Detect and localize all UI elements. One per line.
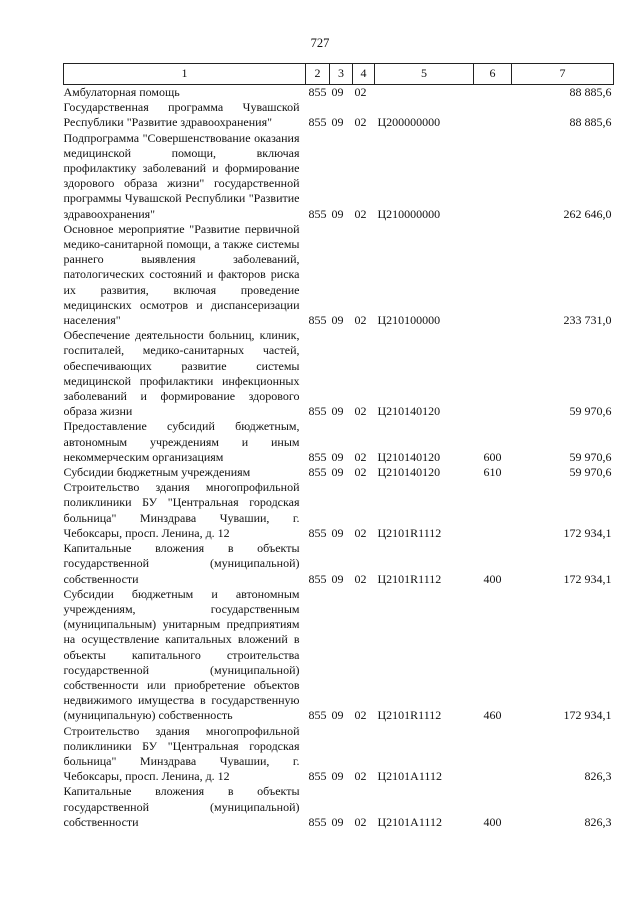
row-subsection-code: 02 <box>354 404 367 419</box>
row-expense-type-code <box>474 85 512 101</box>
row-gr-code: 855 <box>308 115 327 130</box>
budget-table <box>63 63 614 830</box>
row-expense-type-code <box>474 724 512 785</box>
row-target-article-code: Ц210140120 <box>377 404 441 419</box>
row-name-text: Капитальные вложения в объекты государственной (муниципальной) собственности <box>63 784 300 829</box>
row-section-code: 09 <box>331 769 344 784</box>
row-name <box>64 480 306 541</box>
row-subsection-code: 02 <box>354 769 367 784</box>
row-amount: 59 970,6 <box>569 465 612 480</box>
row-amount: 59 970,6 <box>569 449 612 464</box>
column-header: 7 <box>512 64 614 85</box>
table-row <box>64 222 614 328</box>
column-header: 4 <box>353 64 375 85</box>
row-name <box>64 784 306 830</box>
row-gr-code: 855 <box>308 449 327 464</box>
row-gr-code: 855 <box>308 571 327 586</box>
row-name-text: Предоставление субсидий бюджетным, автономным учреждениям и иным некоммерческим организациям <box>63 419 300 464</box>
row-amount: 88 885,6 <box>569 115 612 130</box>
row-amount: 826,3 <box>584 814 612 829</box>
column-header: 5 <box>375 64 474 85</box>
row-name <box>64 100 306 130</box>
row-name-text: Строительство здания многопрофильной поликлиники БУ "Центральная городская больница" Минздрава Чувашии, г. Чебоксары, просп. Ленина, д. 12 <box>63 480 300 540</box>
table-row <box>64 480 614 541</box>
row-gr-code: 855 <box>308 814 327 829</box>
row-amount: 262 646,0 <box>563 206 612 221</box>
row-name-text: Капитальные вложения в объекты государственной (муниципальной) собственности <box>63 541 300 586</box>
row-subsection-code: 02 <box>354 115 367 130</box>
row-target-article-code <box>375 85 474 101</box>
row-expense-type-code <box>474 328 512 419</box>
column-header: 6 <box>474 64 512 85</box>
row-target-article-code: Ц2101R1112 <box>377 525 442 540</box>
row-section-code: 09 <box>331 313 344 328</box>
row-section-code: 09 <box>331 465 344 480</box>
row-target-article-code: Ц210140120 <box>377 465 441 480</box>
row-gr-code: 855 <box>308 465 327 480</box>
row-expense-type-code <box>474 131 512 222</box>
row-name-text: Подпрограмма "Совершенствование оказания медицинской помощи, включая профилактику заболеваний и формирование здорового образа жизни" государственной программы Чувашской Республики "Развитие здравоохранения" <box>63 130 300 221</box>
row-expense-type-code <box>474 480 512 541</box>
row-expense-type-code: 460 <box>483 708 502 723</box>
row-subsection-code: 02 <box>354 449 367 464</box>
column-header: 2 <box>306 64 330 85</box>
row-expense-type-code <box>474 222 512 328</box>
row-expense-type-code: 400 <box>483 814 502 829</box>
table-body <box>64 85 614 830</box>
column-header: 1 <box>64 64 306 85</box>
row-name <box>64 587 306 724</box>
table-row <box>64 465 614 480</box>
row-name-text: Обеспечение деятельности больниц, клиник, госпиталей, медико-санитарных частей, обеспечивающих развитие системы медицинской профилактики инфекционных заболеваний и формирование здорового образа жизни <box>63 328 300 419</box>
column-header: 3 <box>330 64 353 85</box>
row-subsection-code: 02 <box>354 465 367 480</box>
row-expense-type-code <box>474 100 512 130</box>
row-section-code: 09 <box>331 206 344 221</box>
row-target-article-code: Ц210100000 <box>377 313 441 328</box>
row-name <box>64 222 306 328</box>
table-row <box>64 587 614 724</box>
table-row <box>64 131 614 222</box>
table-row <box>64 85 614 101</box>
row-amount: 172 934,1 <box>563 571 612 586</box>
row-target-article-code: Ц2101А1112 <box>377 769 442 784</box>
table-row <box>64 419 614 465</box>
row-name-text: Субсидии бюджетным учреждениям <box>63 465 251 480</box>
row-section-code: 09 <box>331 525 344 540</box>
row-name <box>64 328 306 419</box>
row-amount: 172 934,1 <box>563 708 612 723</box>
row-subsection-code: 02 <box>354 85 367 99</box>
table-header-row <box>64 64 614 85</box>
row-name-text: Амбулаторная помощь <box>63 85 180 99</box>
row-name-text: Субсидии бюджетным и автономным учреждениям, государственным (муниципальным) унитарным предприятиям на осуществление капитальных вложений в объекты капитального строительства государственной (муниципальной) собственности или приобретение объектов недвижимого имущества в государственную (муниципальную) собственность <box>63 586 300 723</box>
row-target-article-code: Ц210140120 <box>377 449 441 464</box>
row-name <box>64 131 306 222</box>
row-target-article-code: Ц2101А1112 <box>377 814 442 829</box>
row-gr-code: 855 <box>308 313 327 328</box>
row-target-article-code: Ц210000000 <box>377 206 441 221</box>
row-section-code: 09 <box>331 571 344 586</box>
row-amount: 88 885,6 <box>569 85 612 99</box>
row-subsection-code: 02 <box>354 708 367 723</box>
row-subsection-code: 02 <box>354 206 367 221</box>
row-gr-code: 855 <box>308 769 327 784</box>
row-amount: 233 731,0 <box>563 313 612 328</box>
row-name <box>64 541 306 587</box>
table-row <box>64 100 614 130</box>
row-amount: 59 970,6 <box>569 404 612 419</box>
table-row <box>64 724 614 785</box>
table-row <box>64 784 614 830</box>
row-subsection-code: 02 <box>354 571 367 586</box>
row-gr-code: 855 <box>308 404 327 419</box>
row-name-text: Основное мероприятие "Развитие первичной медико-санитарной помощи, а также системы раннего выявления заболеваний, патологических состояний и факторов риска их развития, включая проведение медицинских осмотров и диспансеризации населения" <box>63 221 300 328</box>
row-name <box>64 465 306 480</box>
row-name <box>64 724 306 785</box>
row-section-code: 09 <box>331 449 344 464</box>
row-name <box>64 85 306 101</box>
table-row <box>64 541 614 587</box>
page-number: 727 <box>310 36 330 50</box>
row-section-code: 09 <box>331 708 344 723</box>
row-amount: 826,3 <box>584 769 612 784</box>
row-target-article-code: Ц2101R1112 <box>377 708 442 723</box>
row-gr-code: 855 <box>308 206 327 221</box>
row-subsection-code: 02 <box>354 313 367 328</box>
row-subsection-code: 02 <box>354 525 367 540</box>
row-expense-type-code: 600 <box>483 449 502 464</box>
row-name-text: Строительство здания многопрофильной поликлиники БУ "Центральная городская больница" Минздрава Чувашии, г. Чебоксары, просп. Ленина, д. 12 <box>63 723 300 784</box>
row-expense-type-code: 400 <box>483 571 502 586</box>
row-section-code: 09 <box>331 85 344 99</box>
row-section-code: 09 <box>331 404 344 419</box>
row-target-article-code: Ц2101R1112 <box>377 571 442 586</box>
row-subsection-code: 02 <box>354 814 367 829</box>
row-name-text: Государственная программа Чувашской Республики "Развитие здравоохранения" <box>63 100 300 130</box>
row-name <box>64 419 306 465</box>
row-target-article-code: Ц200000000 <box>377 115 441 130</box>
row-gr-code: 855 <box>308 525 327 540</box>
table-row <box>64 328 614 419</box>
row-gr-code: 855 <box>308 85 327 99</box>
row-gr-code: 855 <box>308 708 327 723</box>
row-amount: 172 934,1 <box>563 525 612 540</box>
row-section-code: 09 <box>331 115 344 130</box>
row-section-code: 09 <box>331 814 344 829</box>
row-expense-type-code: 610 <box>483 465 502 480</box>
